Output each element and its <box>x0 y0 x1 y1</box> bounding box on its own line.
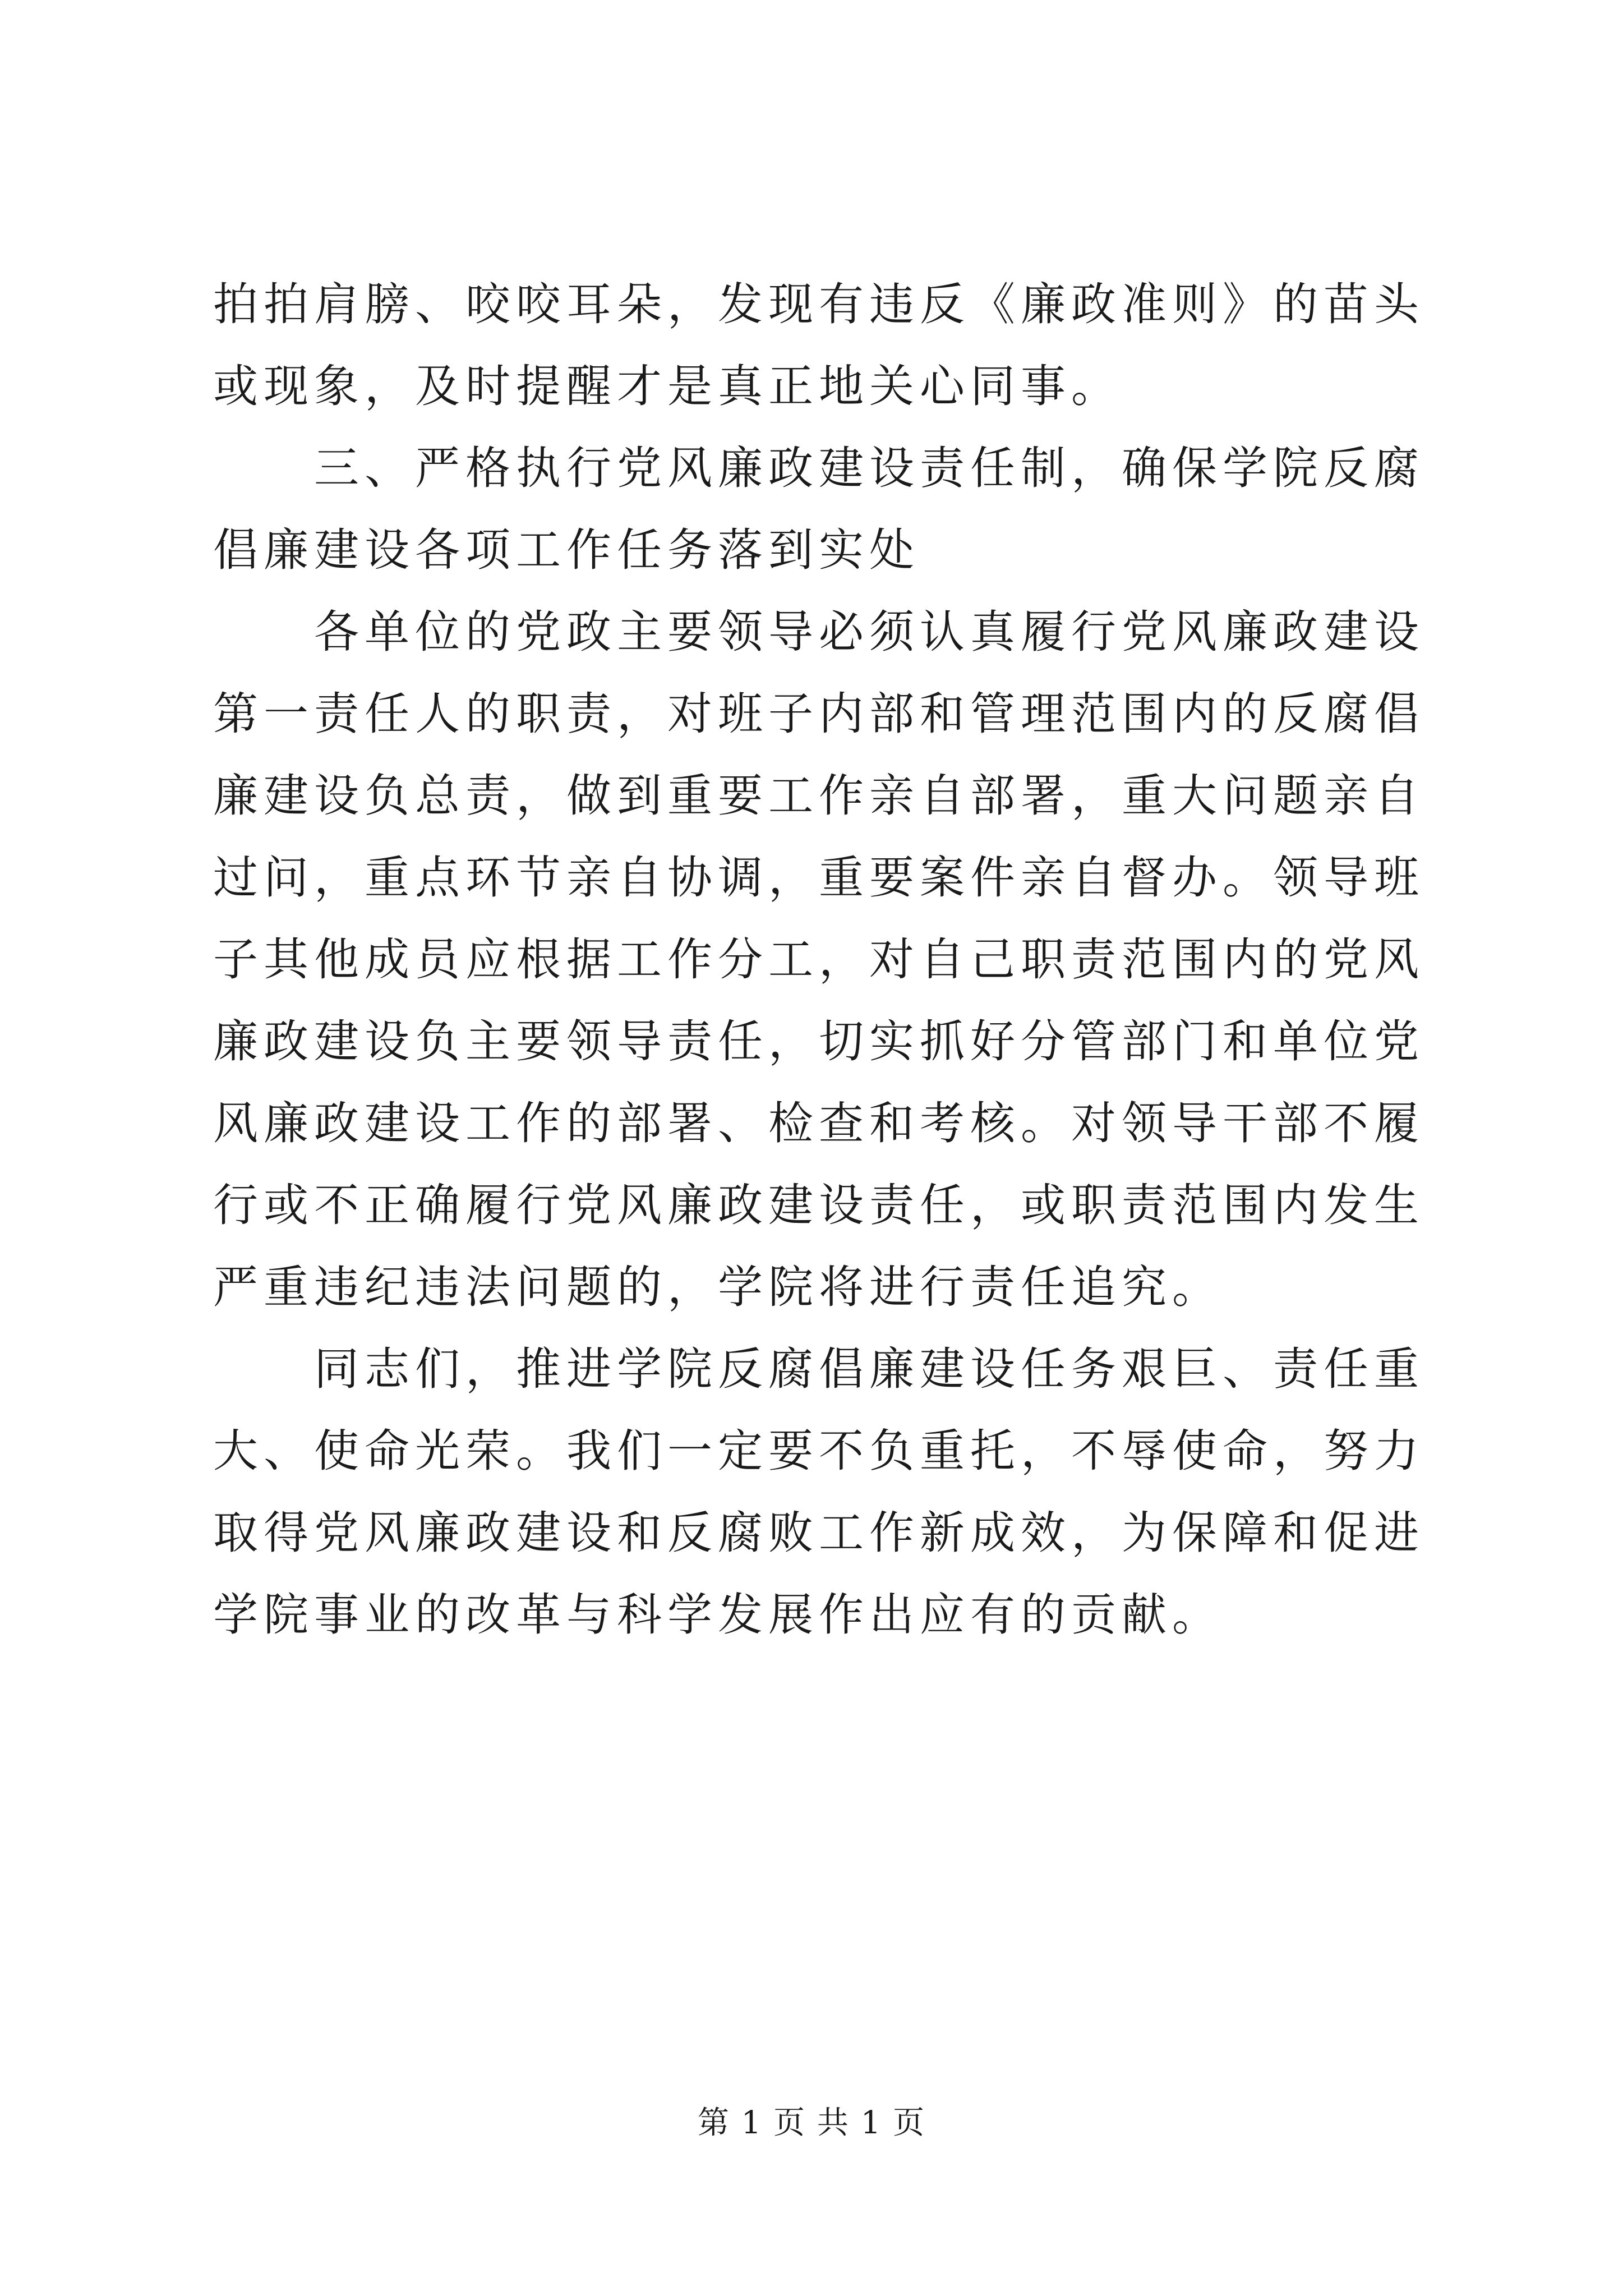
document-body <box>213 264 1424 1656</box>
paragraph-continuation: 拍拍肩膀、咬咬耳朵，发现有违反《廉政准则》的苗头或现象，及时提醒才是真正地关心同事。 <box>213 278 1424 412</box>
paragraph-closing: 同志们，推进学院反腐倡廉建设任务艰巨、责任重大、使命光荣。我们一定要不负重托，不辱使命，努力取得党风廉政建设和反腐败工作新成效，为保障和促进学院事业的改革与科学发展作出应有的贡献。 <box>213 1343 1424 1641</box>
section-heading-three: 三、严格执行党风廉政建设责任制，确保学院反腐倡廉建设各项工作任务落到实处 <box>213 442 1424 576</box>
paragraph-leadership-responsibility: 各单位的党政主要领导必须认真履行党风廉政建设第一责任人的职责，对班子内部和管理范围内的反腐倡廉建设负总责，做到重要工作亲自部署，重大问题亲自过问，重点环节亲自协调，重要案件亲自督办。领导班子其他成员应根据工作分工，对自己职责范围内的党风廉政建设负主要领导责任，切实抓好分管部门和单位党风廉政建设工作的部署、检查和考核。对领导干部不履行或不正确履行党风廉政建设责任，或职责范围内发生严重违纪违法问题的，学院将进行责任追究。 <box>213 606 1424 1313</box>
page-number-footer: 第 1 页 共 1 页 <box>697 2105 926 2141</box>
